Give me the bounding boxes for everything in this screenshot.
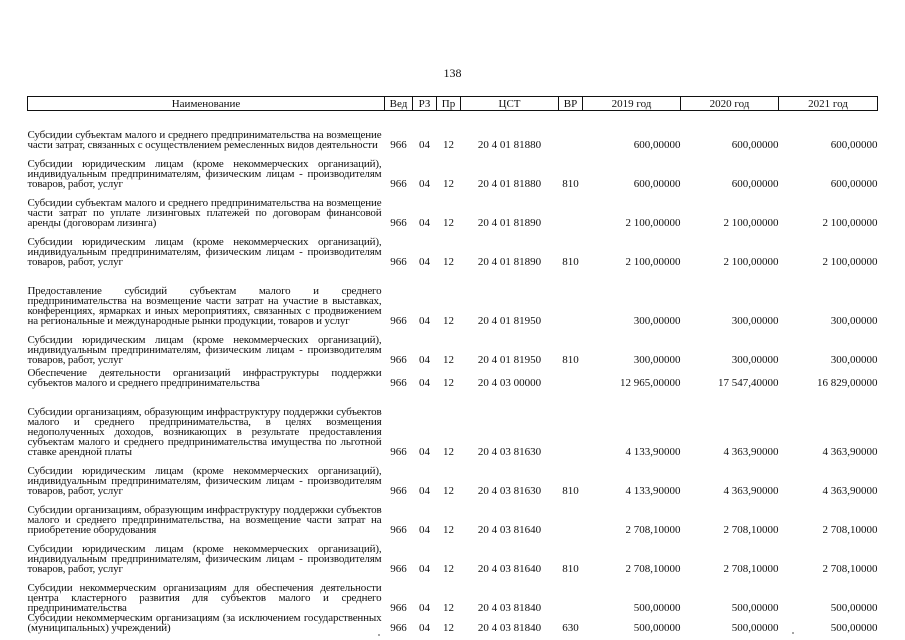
row-value-2021: 2 100,00000 <box>822 216 878 229</box>
row-value-2020: 2 100,00000 <box>723 255 779 268</box>
table-header-row <box>28 97 878 111</box>
row-value-2019: 4 133,90000 <box>625 484 681 497</box>
row-pr: 12 <box>443 314 454 327</box>
row-value-2020: 2 708,10000 <box>723 523 779 536</box>
row-value-2019: 4 133,90000 <box>625 445 681 458</box>
row-ved: 966 <box>390 314 407 327</box>
row-name: Обеспечение деятельности организаций инфраструктуры поддержки субъектов малого и среднего предпринимательства <box>27 366 382 389</box>
row-value-2021: 300,00000 <box>830 314 878 327</box>
row-pr: 12 <box>443 138 454 151</box>
row-value-2019: 600,00000 <box>633 177 681 190</box>
row-name: Субсидии организациям, образующим инфраструктуру поддержки субъектов малого и среднего предпринимательства, на возмещение части затрат на приобретение оборудования <box>27 503 382 536</box>
row-ved: 966 <box>390 601 407 614</box>
row-name: Субсидии субъектам малого и среднего предпринимательства на возмещение части затрат по уплате лизинговых платежей по договорам финансовой аренды (договорам лизинга) <box>27 196 382 229</box>
row-rz: 04 <box>419 445 430 458</box>
row-value-2021: 600,00000 <box>830 177 878 190</box>
table-row <box>28 365 878 388</box>
page-number: 138 <box>443 66 462 80</box>
row-pr: 12 <box>443 523 454 536</box>
row-cst: 20 4 03 00000 <box>477 376 542 389</box>
header-cst: ЦСТ <box>461 97 559 111</box>
row-name: Субсидии некоммерческим организациям (за исключением государственных (муниципальных) учреждений) <box>27 611 382 634</box>
row-ved: 966 <box>390 621 407 634</box>
row-rz: 04 <box>419 523 430 536</box>
row-vr <box>559 267 583 326</box>
row-value-2020: 600,00000 <box>731 177 779 190</box>
row-value-2020: 17 547,40000 <box>718 376 779 389</box>
row-name: Субсидии организациям, образующим инфраструктуру поддержки субъектов малого и среднего предпринимательства, в целях возмещения недополученных доходов, возникающих в результате предоставления субъектам малого и среднего предпринимательства имущества по льготной ставке арендной платы <box>27 405 382 458</box>
header-2019: 2019 год <box>583 97 681 111</box>
header-2020: 2020 год <box>681 97 779 111</box>
row-value-2021: 2 708,10000 <box>822 523 878 536</box>
row-vr: 810 <box>562 353 579 366</box>
row-vr: 630 <box>562 621 579 634</box>
row-cst: 20 4 03 81840 <box>477 621 542 634</box>
row-value-2019: 500,00000 <box>633 601 681 614</box>
row-value-2021: 600,00000 <box>830 138 878 151</box>
row-value-2019: 12 965,00000 <box>620 376 681 389</box>
row-ved: 966 <box>390 562 407 575</box>
row-name: Субсидии юридическим лицам (кроме некоммерческих организаций), индивидуальным предпринимателям, физическим лицам - производителям товаров, работ, услуг <box>27 464 382 497</box>
row-ved: 966 <box>390 216 407 229</box>
row-value-2020: 2 708,10000 <box>723 562 779 575</box>
row-vr <box>559 189 583 228</box>
row-value-2019: 600,00000 <box>633 138 681 151</box>
budget-table <box>27 96 878 633</box>
row-value-2021: 500,00000 <box>830 621 878 634</box>
row-value-2020: 500,00000 <box>731 601 779 614</box>
row-value-2019: 300,00000 <box>633 353 681 366</box>
row-pr: 12 <box>443 601 454 614</box>
row-ved: 966 <box>390 484 407 497</box>
row-vr: 810 <box>562 255 579 268</box>
row-value-2020: 600,00000 <box>731 138 779 151</box>
row-rz: 04 <box>419 314 430 327</box>
row-value-2020: 2 100,00000 <box>723 216 779 229</box>
row-vr <box>559 496 583 535</box>
row-vr <box>559 574 583 613</box>
row-cst: 20 4 01 81880 <box>477 138 542 151</box>
row-pr: 12 <box>443 216 454 229</box>
table-body <box>28 111 878 633</box>
row-name: Субсидии субъектам малого и среднего предпринимательства на возмещение части затрат, связанных с осуществлением ремесленных видов деятельности <box>27 128 382 151</box>
row-ved: 966 <box>390 255 407 268</box>
row-value-2021: 300,00000 <box>830 353 878 366</box>
row-value-2021: 2 708,10000 <box>822 562 878 575</box>
row-pr: 12 <box>443 621 454 634</box>
row-value-2019: 2 100,00000 <box>625 255 681 268</box>
row-vr <box>559 111 583 150</box>
table-row <box>28 228 878 267</box>
row-value-2021: 16 829,00000 <box>817 376 878 389</box>
table-row <box>28 574 878 613</box>
row-name: Субсидии юридическим лицам (кроме некоммерческих организаций), индивидуальным предпринимателям, физическим лицам - производителям товаров, работ, услуг <box>27 157 382 190</box>
row-rz: 04 <box>419 621 430 634</box>
table-row <box>28 267 878 326</box>
row-cst: 20 4 01 81890 <box>477 216 542 229</box>
row-value-2020: 4 363,90000 <box>723 484 779 497</box>
row-value-2021: 500,00000 <box>830 601 878 614</box>
row-ved: 966 <box>390 445 407 458</box>
row-vr: 810 <box>562 562 579 575</box>
row-pr: 12 <box>443 484 454 497</box>
row-ved: 966 <box>390 376 407 389</box>
row-cst: 20 4 01 81950 <box>477 314 542 327</box>
row-value-2021: 2 100,00000 <box>822 255 878 268</box>
scan-speck <box>378 634 380 636</box>
row-name: Субсидии юридическим лицам (кроме некоммерческих организаций), индивидуальным предпринимателям, физическим лицам - производителям товаров, работ, услуг <box>27 542 382 575</box>
row-cst: 20 4 01 81890 <box>477 255 542 268</box>
row-rz: 04 <box>419 562 430 575</box>
row-pr: 12 <box>443 376 454 389</box>
row-name: Предоставление субсидий субъектам малого и среднего предпринимательства на возмещение части затрат на участие в выставках, конференциях, ярмарках и иных мероприятиях, связанных с продвижением на региональные и международные рынки продукции, товаров и услуг <box>27 284 382 327</box>
header-pr: Пр <box>437 97 461 111</box>
row-value-2019: 2 708,10000 <box>625 523 681 536</box>
row-value-2021: 4 363,90000 <box>822 484 878 497</box>
row-rz: 04 <box>419 376 430 389</box>
row-cst: 20 4 01 81880 <box>477 177 542 190</box>
row-pr: 12 <box>443 177 454 190</box>
row-pr: 12 <box>443 353 454 366</box>
row-pr: 12 <box>443 445 454 458</box>
table-row <box>28 326 878 365</box>
row-value-2020: 500,00000 <box>731 621 779 634</box>
scan-speck <box>792 632 794 634</box>
row-rz: 04 <box>419 216 430 229</box>
row-vr: 810 <box>562 484 579 497</box>
row-ved: 966 <box>390 353 407 366</box>
row-value-2019: 300,00000 <box>633 314 681 327</box>
row-cst: 20 4 03 81640 <box>477 523 542 536</box>
row-cst: 20 4 03 81630 <box>477 445 542 458</box>
row-ved: 966 <box>390 523 407 536</box>
row-value-2020: 300,00000 <box>731 314 779 327</box>
row-ved: 966 <box>390 177 407 190</box>
row-pr: 12 <box>443 562 454 575</box>
header-2021: 2021 год <box>779 97 878 111</box>
row-rz: 04 <box>419 601 430 614</box>
row-value-2021: 4 363,90000 <box>822 445 878 458</box>
row-rz: 04 <box>419 138 430 151</box>
row-cst: 20 4 03 81840 <box>477 601 542 614</box>
row-pr: 12 <box>443 255 454 268</box>
row-rz: 04 <box>419 484 430 497</box>
row-cst: 20 4 03 81630 <box>477 484 542 497</box>
row-rz: 04 <box>419 177 430 190</box>
row-vr <box>559 388 583 457</box>
header-vr: ВР <box>559 97 583 111</box>
table-row <box>28 388 878 457</box>
table-row <box>28 150 878 189</box>
row-value-2020: 4 363,90000 <box>723 445 779 458</box>
table-row <box>28 535 878 574</box>
row-vr <box>559 365 583 388</box>
row-value-2020: 300,00000 <box>731 353 779 366</box>
header-name: Наименование <box>28 97 385 111</box>
table-row <box>28 613 878 633</box>
row-value-2019: 2 100,00000 <box>625 216 681 229</box>
row-name: Субсидии юридическим лицам (кроме некоммерческих организаций), индивидуальным предпринимателям, физическим лицам - производителям товаров, работ, услуг <box>27 333 382 366</box>
row-cst: 20 4 01 81950 <box>477 353 542 366</box>
table-row <box>28 189 878 228</box>
row-vr: 810 <box>562 177 579 190</box>
header-ved: Вед <box>385 97 413 111</box>
header-rz: РЗ <box>413 97 437 111</box>
table-row <box>28 111 878 150</box>
table-row <box>28 496 878 535</box>
row-rz: 04 <box>419 353 430 366</box>
table-row <box>28 457 878 496</box>
row-name: Субсидии некоммерческим организациям для обеспечения деятельности центра кластерного развития для субъектов малого и среднего предпринимательства <box>27 581 382 614</box>
row-cst: 20 4 03 81640 <box>477 562 542 575</box>
row-name: Субсидии юридическим лицам (кроме некоммерческих организаций), индивидуальным предпринимателям, физическим лицам - производителям товаров, работ, услуг <box>27 235 382 268</box>
row-ved: 966 <box>390 138 407 151</box>
row-rz: 04 <box>419 255 430 268</box>
row-value-2019: 2 708,10000 <box>625 562 681 575</box>
row-value-2019: 500,00000 <box>633 621 681 634</box>
